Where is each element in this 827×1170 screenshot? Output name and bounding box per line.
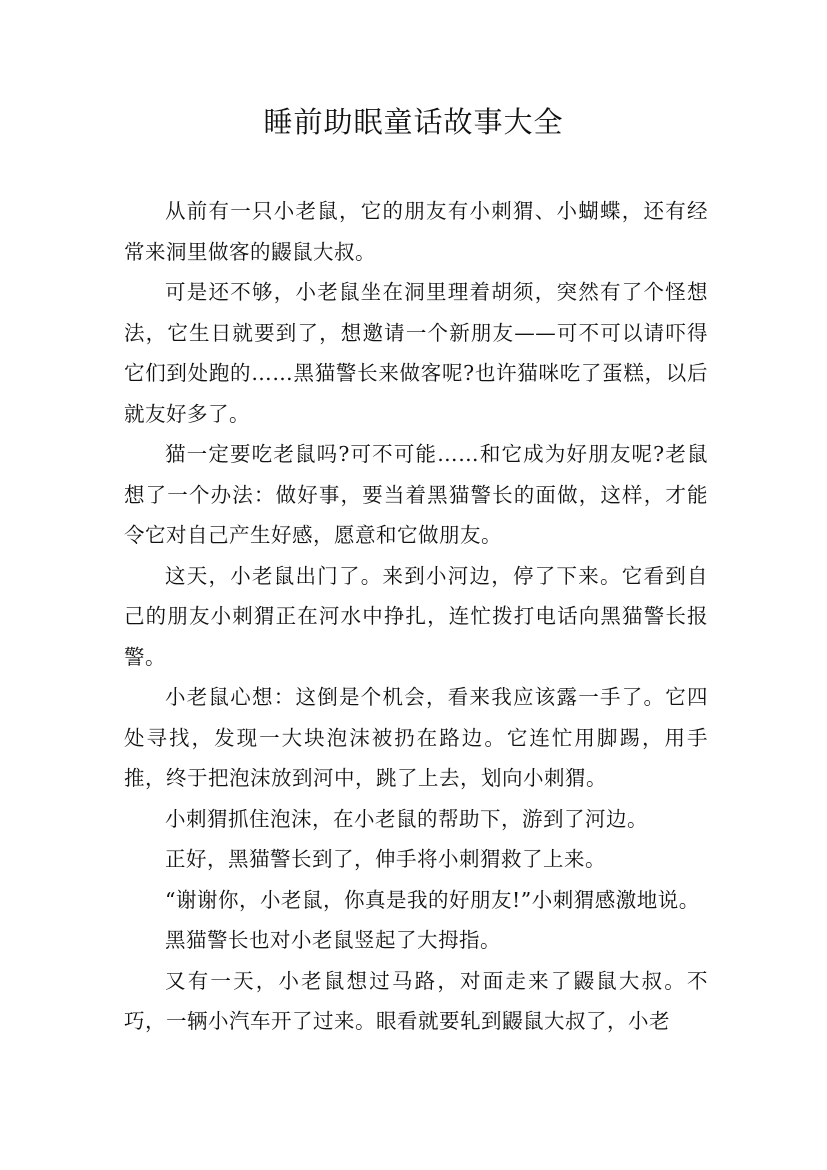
paragraph: 猫一定要吃老鼠吗?可不可能……和它成为好朋友呢?老鼠想了一个办法：做好事，要当着黑猫警长的面做，这样，才能令它对自己产生好感，愿意和它做朋友。	[124, 442, 708, 547]
paragraph: 这天，小老鼠出门了。来到小河边，停了下来。它看到自己的朋友小刺猬正在河水中挣扎，连忙拨打电话向黑猫警长报警。	[124, 563, 708, 669]
paragraph: 从前有一只小老鼠，它的朋友有小刺猬、小蝴蝶，还有经常来洞里做客的鼹鼠大叔。	[124, 199, 708, 264]
paragraph: 黑猫警长也对小老鼠竖起了大拇指。	[165, 928, 501, 952]
paragraph: “谢谢你，小老鼠，你真是我的好朋友!”小刺猬感激地说。	[165, 887, 700, 912]
paragraph: 小刺猬抓住泡沫，在小老鼠的帮助下，游到了河边。	[165, 806, 648, 831]
paragraph: 正好，黑猫警长到了，伸手将小刺猬救了上来。	[165, 847, 606, 871]
document-title: 睡前助眠童话故事大全	[263, 105, 564, 139]
document-body	[124, 191, 708, 1042]
paragraph: 小老鼠心想：这倒是个机会，看来我应该露一手了。它四处寻找，发现一大块泡沫被扔在路边。它连忙用脚踢，用手推，终于把泡沫放到河中，跳了上去，划向小刺猬。	[124, 685, 708, 790]
paragraph: 又有一天，小老鼠想过马路，对面走来了鼹鼠大叔。不巧，一辆小汽车开了过来。眼看就要轧到鼹鼠大叔了，小老	[124, 968, 708, 1033]
paragraph: 可是还不够，小老鼠坐在洞里理着胡须，突然有了个怪想法，它生日就要到了，想邀请一个新朋友——可不可以请吓得它们到处跑的……黑猫警长来做客呢?也许猫咪吃了蛋糕，以后就友好多了。	[124, 280, 708, 426]
